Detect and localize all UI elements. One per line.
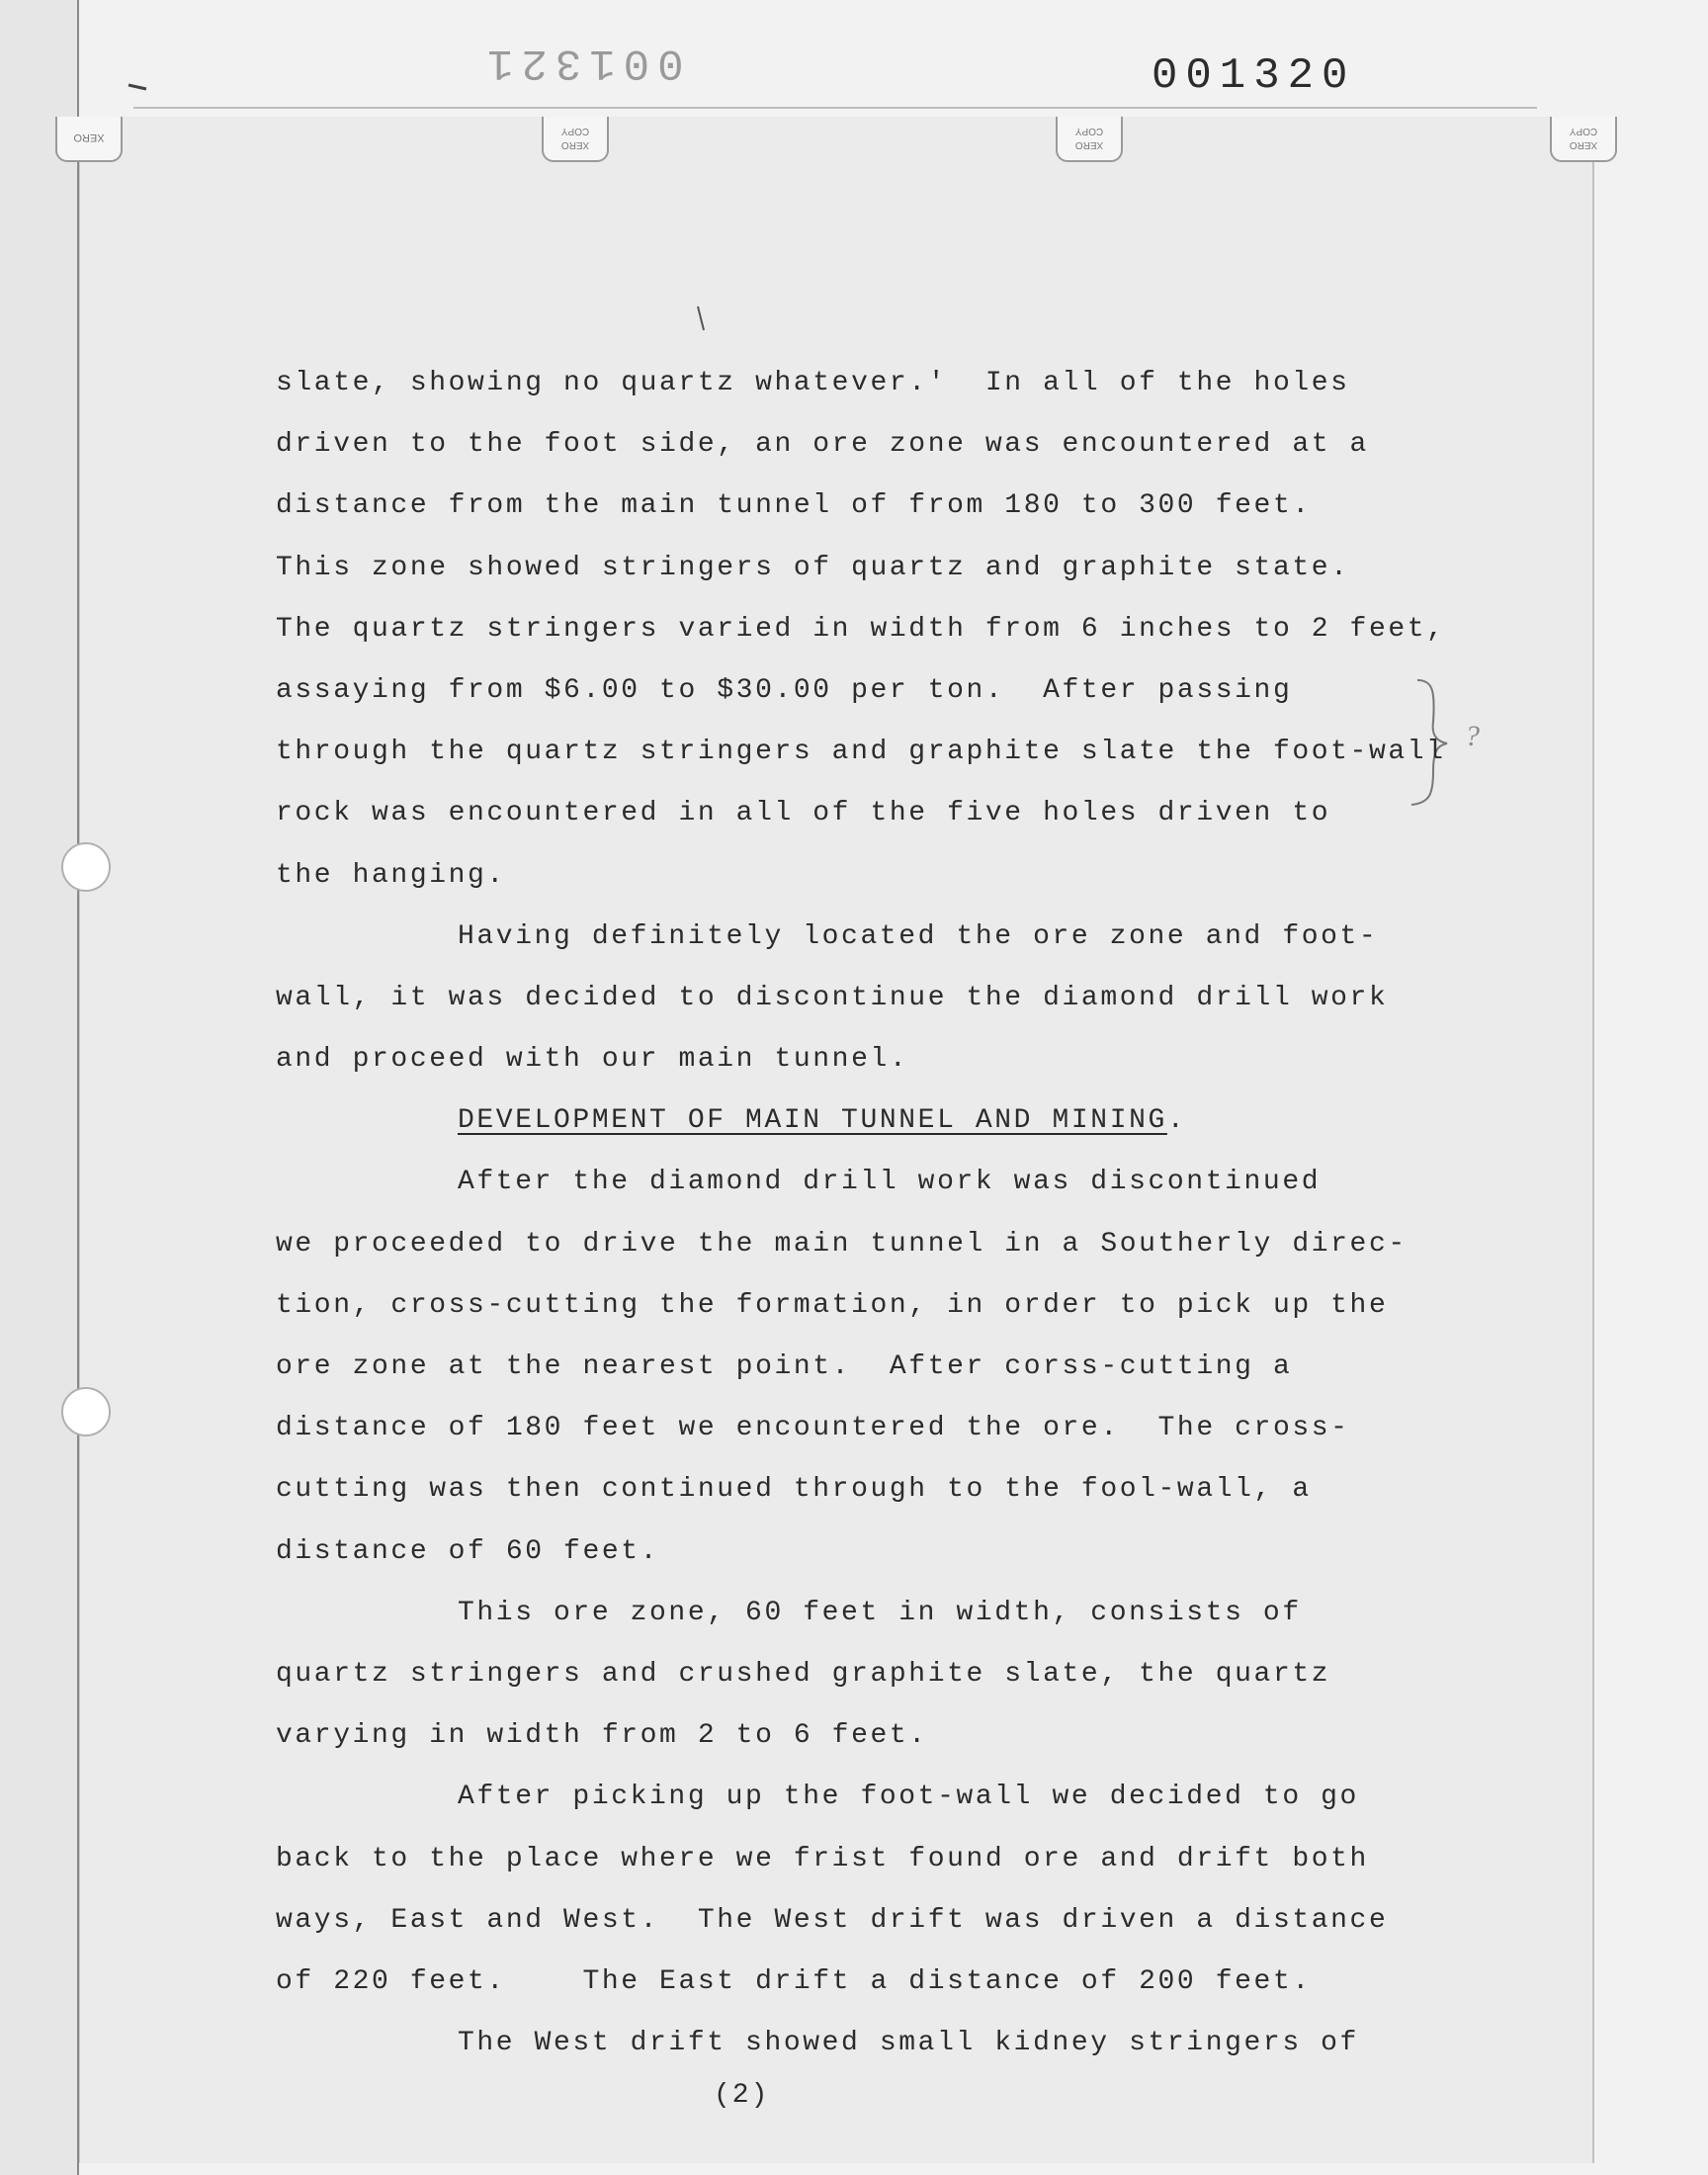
section-heading [276,1090,1521,1152]
stray-mark [127,79,156,93]
heading-period: . [1166,1105,1187,1137]
page-number: (2) [714,2080,770,2111]
text-line: assaying from $6.00 to $30.00 per ton. After passing [276,674,1293,706]
text-line: rock was encountered in all of the five holes driven to [276,798,1331,829]
svg-text:COPY: COPY [1569,126,1598,136]
text-line: The West drift showed small kidney stringers of [458,2028,1359,2059]
svg-text:COPY: COPY [560,126,590,136]
svg-text:XERO: XERO [560,139,590,150]
text-line: and proceed with our main tunnel. [276,1044,909,1076]
margin-question-mark: ? [1465,720,1480,752]
mirrored-bates-stamp: 001321 [479,38,684,87]
stray-mark [692,304,712,334]
punch-hole [61,1387,111,1436]
text-line: After the diamond drill work was discontinued [458,1167,1322,1198]
text-line: driven to the foot side, an ore zone was encountered at a [276,429,1369,461]
svg-text:COPY: COPY [1074,126,1104,136]
text-line: slate, showing no quartz whatever.' In all of the holes [276,368,1350,398]
text-line: we proceeded to drive the main tunnel in a Southerly direc- [276,1228,1408,1260]
xero-copy-tab [1056,117,1123,162]
text-line: ore zone at the nearest point. After corss-cutting a [276,1351,1293,1382]
text-line: through the quartz stringers and graphite slate the foot-wall [276,737,1446,768]
svg-text:XERO: XERO [1569,139,1598,150]
bates-number-stamp: 001320 [1152,51,1356,101]
xero-copy-tab [542,117,609,162]
text-line: of 220 feet. The East drift a distance of 200 feet. [276,1965,1312,1997]
top-fold-line [133,107,1537,115]
text-line: The quartz stringers varied in width from 6 inches to 2 feet, [276,613,1446,645]
punch-hole [61,842,111,892]
text-line: cutting was then continued through to the fool-wall, a [276,1474,1312,1506]
svg-text:XERO: XERO [73,131,105,143]
xero-copy-tab [55,117,123,162]
text-line: wall, it was decided to discontinue the diamond drill work [276,982,1389,1013]
typed-body-text [276,353,1521,2074]
text-line: distance from the main tunnel of from 180 to 300 feet. [276,490,1312,522]
text-line: back to the place where we frist found ore and drift both [276,1843,1369,1874]
text-line: After picking up the foot-wall we decided to go [458,1782,1359,1813]
scan-edge [0,0,79,2175]
text-line: This ore zone, 60 feet in width, consists of [458,1597,1302,1628]
text-line: distance of 180 feet we encountered the ore. The cross- [276,1413,1350,1444]
svg-text:XERO: XERO [1074,139,1104,150]
xero-copy-tab [1550,117,1617,162]
section-heading-text: DEVELOPMENT OF MAIN TUNNEL AND MINING [458,1105,1167,1137]
text-line: Having definitely located the ore zone and foot- [458,920,1379,952]
text-line: quartz stringers and crushed graphite slate, the quartz [276,1658,1331,1690]
text-line: distance of 60 feet. [276,1535,660,1567]
text-line: This zone showed stringers of quartz and graphite state. [276,552,1350,583]
text-line: ways, East and West. The West drift was driven a distance [276,1904,1389,1936]
text-line: tion, cross-cutting the formation, in order to pick up the [276,1289,1389,1321]
text-line: the hanging. [276,859,506,891]
text-line: varying in width from 2 to 6 feet. [276,1720,928,1752]
